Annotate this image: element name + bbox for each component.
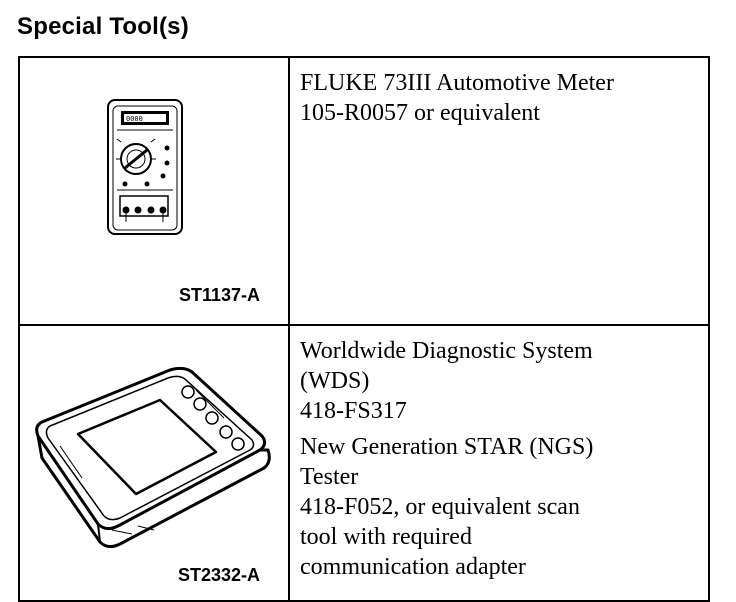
- tool-abbreviation: (WDS): [300, 368, 370, 394]
- tool-note: communication adapter: [300, 554, 526, 580]
- tool-description-cell: [289, 57, 709, 325]
- table-row: [19, 325, 709, 601]
- svg-text:0000: 0000: [126, 115, 143, 123]
- tool-part-number: 105-R0057 or equivalent: [300, 100, 540, 126]
- tool-image-cell: [19, 325, 289, 601]
- tool-name: Tester: [300, 464, 359, 490]
- diagnostic-tester-icon: [20, 326, 288, 590]
- tool-name: New Generation STAR (NGS): [300, 434, 594, 460]
- section-heading: Special Tool(s): [17, 13, 189, 40]
- special-tools-table: [18, 56, 710, 602]
- figure-label: ST1137-A: [178, 285, 260, 305]
- tool-part-number: 418-FS317: [300, 398, 407, 424]
- multimeter-icon: [20, 58, 288, 314]
- tool-note: tool with required: [300, 524, 472, 550]
- tool-name: Worldwide Diagnostic System: [300, 338, 593, 364]
- tool-description-cell: [289, 325, 709, 601]
- tool-image-cell: [19, 57, 289, 325]
- tool-part-number: 418-F052, or equivalent scan: [300, 494, 580, 520]
- tool-name: FLUKE 73III Automotive Meter: [300, 70, 614, 96]
- table-row: [19, 57, 709, 325]
- figure-label: ST2332-A: [177, 565, 260, 585]
